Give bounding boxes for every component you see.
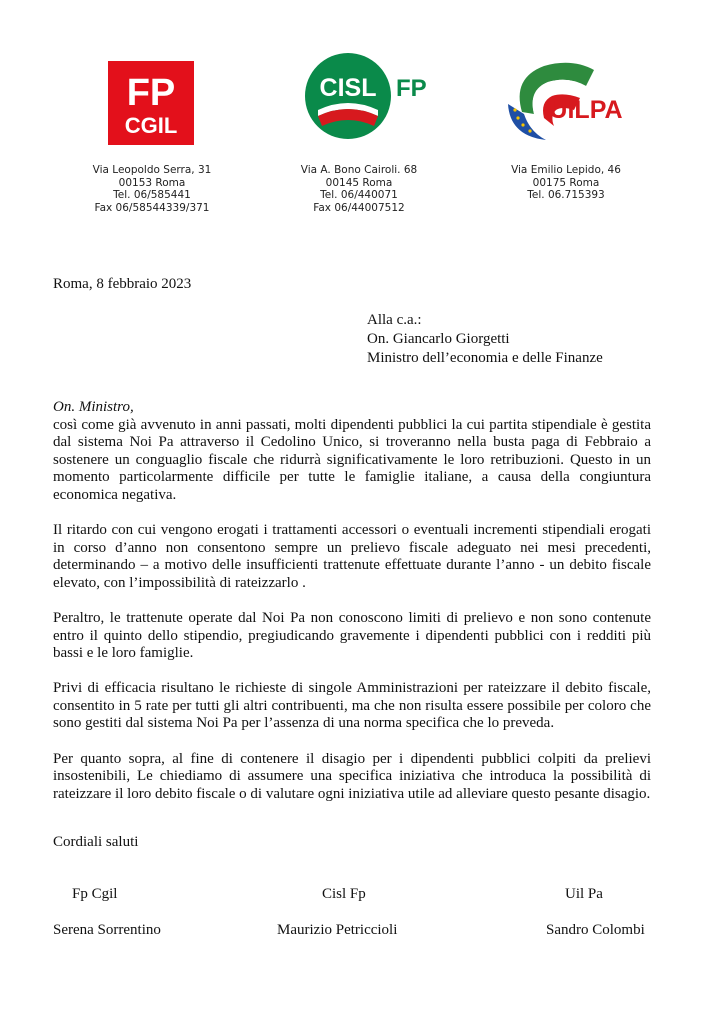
svg-text:FP: FP bbox=[126, 72, 176, 114]
address-line: 00175 Roma bbox=[532, 176, 600, 189]
paragraph: On. Ministro, così come già avvenuto in anni passati, molti dipendenti pubblici la cui partita stipendiale è gestita dal sistema Noi Pa attraverso il Cedolino Unico, si troveranno nella busta paga di Febbraio a sostenere un conguaglio fiscale che ridurrà significativamente le loro retribuzioni. Questo in un momento particolarmente difficile per tutte le famiglie italiane, a causa della congiuntura economica negativa. bbox=[53, 399, 651, 503]
signature-org-cisl-fp: Cisl Fp bbox=[322, 886, 366, 902]
signature-name-petriccioli: Maurizio Petriccioli bbox=[277, 922, 398, 938]
address-line: 00145 Roma bbox=[325, 176, 393, 189]
paragraph: Il ritardo con cui vengono erogati i trattamenti accessori o eventuali incrementi stipendiali erogati in corso d’anno non consentono sempre un prelievo fiscale adeguato nei mesi precedenti, determinando – a motivo delle insufficienti trattenute effettuate durante l’anno - un debito fiscale elevato, con l’impossibilità di rateizzarlo . bbox=[53, 522, 651, 591]
salutation: On. Ministro bbox=[53, 399, 130, 415]
address-line: Via A. Bono Cairoli. 68 bbox=[300, 164, 418, 176]
paragraph-text: così come già avvenuto in anni passati, molti dipendenti pubblici la cui partita stipendiale è gestita dal sistema Noi Pa attraverso il Cedolino Unico, si troveranno nella busta paga di Febbraio a sostenere un conguaglio fiscale che ridurrà significativamente le loro retribuzioni. Questo in un momento particolarmente difficile per tutte le famiglie italiane, a causa della congiuntura economica negativa. bbox=[53, 416, 651, 503]
paragraph: Per quanto sopra, al fine di contenere il disagio per i dipendenti pubblici colpiti da prelievi insostenibili, Le chiediamo di assumere una specifica iniziativa che introduca la possibilità di rateizzare il loro debito fiscale o di valutare ogni iniziativa utile ad alleviare questo pesante disagio. bbox=[53, 750, 651, 802]
cisl-fp-address bbox=[296, 164, 422, 214]
svg-text:UILPA: UILPA bbox=[549, 96, 623, 124]
cisl-fp-logo bbox=[304, 52, 436, 142]
letter-date: Roma, 8 febbraio 2023 bbox=[53, 276, 192, 292]
address-line: Fax 06/44007512 bbox=[313, 201, 405, 214]
closing: Cordiali saluti bbox=[53, 834, 139, 850]
fp-cgil-logo bbox=[108, 61, 194, 145]
address-line: Via Emilio Lepido, 46 bbox=[511, 164, 621, 176]
paragraph: Peraltro, le trattenute operate dal Noi Pa non conoscono limiti di prelievo e non sono contenute entro il quinto dello stipendio, pregiudicando gravemente i dipendenti pubblici con i redditi più bassi e le loro famiglie. bbox=[53, 609, 651, 662]
uilpa-address bbox=[506, 164, 626, 202]
fp-cgil-address bbox=[91, 164, 213, 214]
signature-org-fp-cgil: Fp Cgil bbox=[72, 886, 118, 902]
address-line: Tel. 06.715393 bbox=[527, 189, 605, 201]
svg-text:CGIL: CGIL bbox=[124, 113, 178, 138]
svg-text:FP: FP bbox=[396, 75, 427, 102]
recipient-line: On. Giancarlo Giorgetti bbox=[367, 331, 510, 347]
letter-body bbox=[53, 399, 651, 821]
uilpa-logo bbox=[502, 56, 638, 148]
address-line: Via Leopoldo Serra, 31 bbox=[92, 164, 212, 176]
svg-text:CISL: CISL bbox=[319, 74, 377, 102]
signature-name-colombi: Sandro Colombi bbox=[546, 922, 645, 938]
address-line: Tel. 06/585441 bbox=[113, 189, 191, 201]
recipient-line: Ministro dell’economia e delle Finanze bbox=[367, 350, 603, 366]
recipient-block bbox=[367, 311, 603, 368]
address-line: Fax 06/58544339/371 bbox=[94, 201, 210, 214]
address-line: 00153 Roma bbox=[118, 176, 186, 189]
recipient-line: Alla c.a.: bbox=[367, 312, 422, 328]
paragraph: Privi di efficacia risultano le richieste di singole Amministrazioni per rateizzare il debito fiscale, consentito in 5 rate per tutti gli altri contribuenti, ma che non risulta essere possibile per coloro che sono gestiti dal sistema Noi Pa per l’assenza di una norma specifica che lo preveda. bbox=[53, 680, 651, 732]
signature-org-uil-pa: Uil Pa bbox=[565, 886, 603, 902]
address-line: Tel. 06/440071 bbox=[320, 189, 398, 201]
signature-name-sorrentino: Serena Sorrentino bbox=[53, 922, 161, 938]
